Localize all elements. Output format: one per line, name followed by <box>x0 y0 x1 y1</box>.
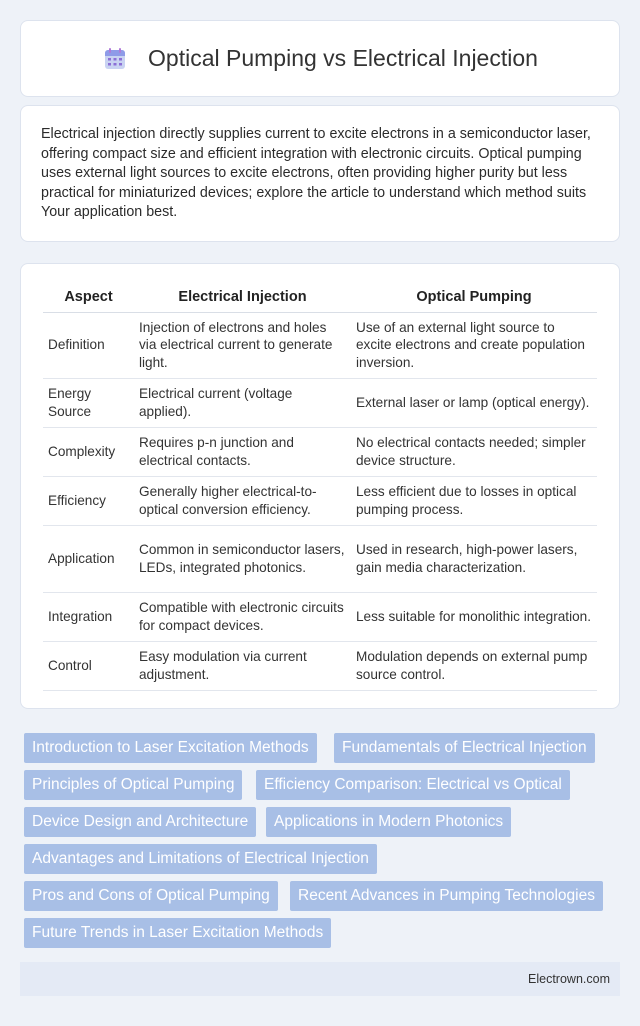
tag-fundamentals-electrical[interactable]: Fundamentals of Electrical Injection <box>334 733 595 763</box>
optical-cell: Less efficient due to losses in optical pumping process. <box>351 476 597 525</box>
comparison-table-card <box>20 263 620 709</box>
electrical-cell: Injection of electrons and holes via electrical current to generate light. <box>134 312 351 378</box>
intro-text: Electrical injection directly supplies current to excite electrons in a semiconductor laser, offering compact size and efficient integration with electronic circuits. Optical pumping uses external light sources to excite electrons, often providing higher purity but less practical for miniaturized devices; explore the article to understand which method suits Your application best. <box>41 126 591 221</box>
electrical-cell: Compatible with electronic circuits for compact devices. <box>134 592 351 641</box>
footer <box>20 962 620 996</box>
aspect-cell: Complexity <box>43 427 134 476</box>
optical-cell: Used in research, high-power lasers, gain media characterization. <box>351 525 597 592</box>
electrical-cell: Requires p-n junction and electrical contacts. <box>134 427 351 476</box>
header-electrical: Electrical Injection <box>134 282 351 312</box>
tag-advantages-limitations[interactable]: Advantages and Limitations of Electrical Injection <box>24 844 377 874</box>
electrical-cell: Easy modulation via current adjustment. <box>134 641 351 690</box>
table-row <box>43 312 597 378</box>
optical-cell: No electrical contacts needed; simpler device structure. <box>351 427 597 476</box>
table-row <box>43 592 597 641</box>
optical-cell: Less suitable for monolithic integration. <box>351 592 597 641</box>
electrical-cell: Generally higher electrical-to-optical conversion efficiency. <box>134 476 351 525</box>
optical-cell: External laser or lamp (optical energy). <box>351 378 597 427</box>
tag-pros-cons-optical[interactable]: Pros and Cons of Optical Pumping <box>24 881 278 911</box>
intro-card <box>20 105 620 242</box>
electrical-cell: Common in semiconductor lasers, LEDs, integrated photonics. <box>134 525 351 592</box>
footer-site-name: Electrown.com <box>528 972 610 986</box>
tag-principles-optical[interactable]: Principles of Optical Pumping <box>24 770 242 800</box>
tag-efficiency-comparison[interactable]: Efficiency Comparison: Electrical vs Optical <box>256 770 570 800</box>
header-optical: Optical Pumping <box>351 282 597 312</box>
table-row <box>43 525 597 592</box>
table-row <box>43 427 597 476</box>
table-row <box>43 476 597 525</box>
aspect-cell: Control <box>43 641 134 690</box>
optical-cell: Modulation depends on external pump source control. <box>351 641 597 690</box>
tag-recent-advances[interactable]: Recent Advances in Pumping Technologies <box>290 881 603 911</box>
table-header-row <box>43 282 597 312</box>
tag-applications[interactable]: Applications in Modern Photonics <box>266 807 511 837</box>
electrical-cell: Electrical current (voltage applied). <box>134 378 351 427</box>
table-row <box>43 641 597 690</box>
aspect-cell: Energy Source <box>43 378 134 427</box>
tag-future-trends[interactable]: Future Trends in Laser Excitation Methods <box>24 918 331 948</box>
aspect-cell: Application <box>43 525 134 592</box>
title-card <box>20 20 620 97</box>
header-aspect: Aspect <box>43 282 134 312</box>
aspect-cell: Efficiency <box>43 476 134 525</box>
table-row <box>43 378 597 427</box>
page-title: Optical Pumping vs Electrical Injection <box>148 45 538 71</box>
optical-cell: Use of an external light source to excite electrons and create population inversion. <box>351 312 597 378</box>
tag-introduction[interactable]: Introduction to Laser Excitation Methods <box>24 733 317 763</box>
comparison-table <box>43 282 597 691</box>
tag-device-design[interactable]: Device Design and Architecture <box>24 807 256 837</box>
aspect-cell: Definition <box>43 312 134 378</box>
calendar-grid-icon <box>102 46 128 72</box>
aspect-cell: Integration <box>43 592 134 641</box>
